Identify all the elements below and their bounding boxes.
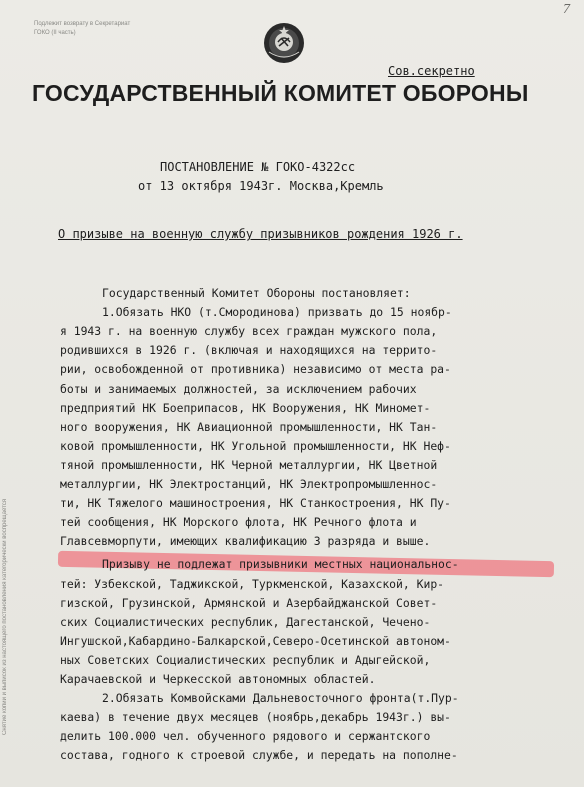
body-line: гизской, Грузинской, Армянской и Азербайджанской Совет- xyxy=(60,596,438,610)
body-line: ного вооружения, НК Авиационной промышленности, НК Тан- xyxy=(60,420,438,434)
body-line: рии, освобожденной от противника) независимо от места ра- xyxy=(60,362,451,376)
side-note: Снятие копий и выписок из настоящего постановления категорически воспрещается xyxy=(2,498,8,735)
return-stamp-line: Подлежит возврату в Секретариат xyxy=(34,21,131,27)
body-line: Ингушской,Кабардино-Балкарской,Северо-Осетинской автоном- xyxy=(60,634,451,648)
body-line: ских Социалистических республик, Дагестанской, Чечено- xyxy=(60,615,431,629)
body-line: ковой промышленности, НК Угольной промышленности, НК Неф- xyxy=(60,439,451,453)
decree-subject: О призыве на военную службу призывников рождения 1926 г. xyxy=(58,227,463,241)
body-line: тей сообщения, НК Морского флота, НК Речного флота и xyxy=(60,515,417,529)
body-line: предприятий НК Боеприпасов, НК Вооружения, НК Миномет- xyxy=(60,401,431,415)
return-stamp-line: ГОКО (II часть) xyxy=(34,30,76,36)
body-line: 2.Обязать Комвойсками Дальневосточного фронта(т.Пур- xyxy=(102,691,459,705)
page-number: 7 xyxy=(563,2,570,17)
body-line: состава, годного к строевой службе, и передать на пополне- xyxy=(60,748,458,762)
body-line: я 1943 г. на военную службу всех граждан мужского пола, xyxy=(60,324,438,338)
body-line: делить 100.000 чел. обученного рядового и сержантского xyxy=(60,729,431,743)
body-line: каева) в течение двух месяцев (ноябрь,декабрь 1943г.) вы- xyxy=(60,710,451,724)
body-line: родившихся в 1926 г. (включая и находящихся на террито- xyxy=(60,343,438,357)
body-line-highlighted: Призыву не подлежат призывники местных национальнос- xyxy=(102,557,459,571)
decree-title: ПОСТАНОВЛЕНИЕ № ГОКО-4322сс xyxy=(160,160,356,174)
classification-label: Сов.секретно xyxy=(388,64,475,78)
body-line: металлургии, НК Электростанций, НК Электропромышленнос- xyxy=(60,477,438,491)
body-line: ти, НК Тяжелого машиностроения, НК Станкостроения, НК Пу- xyxy=(60,496,451,510)
body-line: тей: Узбекской, Таджикской, Туркменской, Казахской, Кир- xyxy=(60,577,445,591)
body-line: Главсевморпути, имеющих квалификацию 3 разряда и выше. xyxy=(60,534,431,548)
body-line: Карачаевской и Черкесской автономных областей. xyxy=(60,672,376,686)
body-line: Государственный Комитет Обороны постановляет: xyxy=(102,286,411,300)
body-line: ных Советских Социалистических республик и Адыгейской, xyxy=(60,653,431,667)
body-line: тяной промышленности, НК Черной металлургии, НК Цветной xyxy=(60,458,438,472)
body-line: 1.Обязать НКО (т.Смородинова) призвать до 15 ноябр- xyxy=(102,305,452,319)
body-line: боты и занимаемых должностей, за исключением рабочих xyxy=(60,382,417,396)
committee-title: ГОСУДАРСТВЕННЫЙ КОМИТЕТ ОБОРОНЫ xyxy=(32,80,529,106)
decree-date: от 13 октября 1943г. Москва,Кремль xyxy=(138,179,384,193)
